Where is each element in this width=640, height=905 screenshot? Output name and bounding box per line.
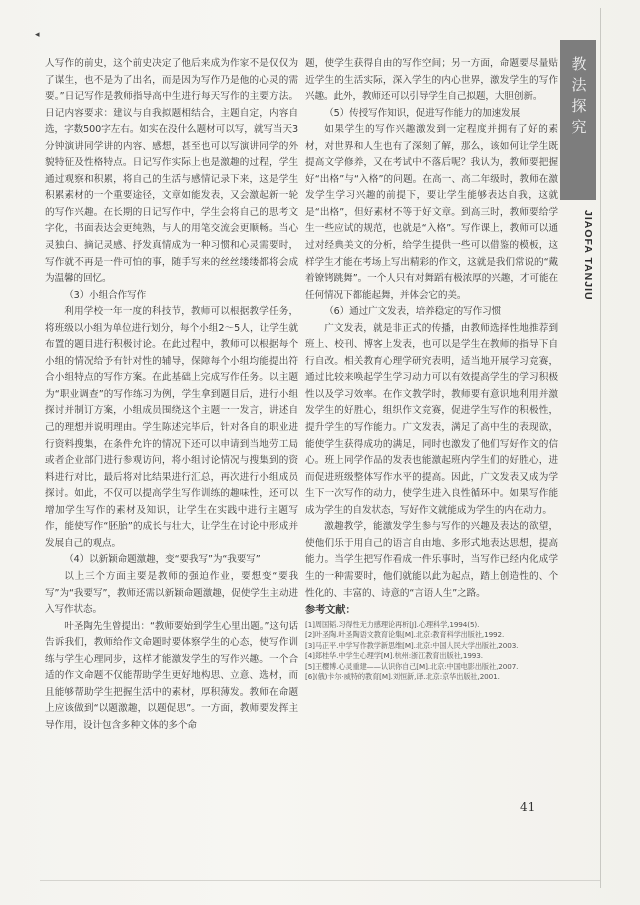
reference-item: [6](俄)卡尔·威特的教育[M].刘恒新,译.北京:京华出版社,2001. (305, 672, 500, 682)
paragraph: 利用学校一年一度的科技节，教师可以根据教学任务，将班级以小组为单位进行划分，每个小组2～5人，让学生就布置的题目进行积极讨论。在此过程中，教师可以根据每个小组的情况给予有针对性的辅导，保障每个小组均能提出符合小组特点的写作方案。在此基础上完成写作任务。以主题为“职业调查”的写作练习为例，学生拿到题目后，进行小组探讨并制订方案，小组成员围绕这个主题一一发言，讲述自己的理想并说明理由。学生陈述完毕后，针对各自的职业进行资料搜集，在条件允许的情况下还可以申请到当地劳工局或者企业部门进行参观访问，将小组讨论情况与搜集到的资料进行对比，最后将对比结果进行汇总，再次进行小组成员探讨。如此，不仅可以提高学生写作训练的趣味性，还可以增加学生写作的素材及知识，让学生在实践中进行主题写作，能使写作“胚胎”的成长与壮大，让学生在讨论中形成并发展自己的观点。 (45, 306, 298, 549)
paragraph: 人写作的前史，这个前史决定了他后来成为作家不是仅仅为了谋生，也不是为了出名，而是因为写作乃是他的心灵的需要。”日记写作是教师指导高中生进行每天写作的主要方法。日记内容要求：建议与自我拟题相结合，主题自定，内容自选，字数500字左右。如实在没什么题材可以写，就写当天3分钟演讲同学讲的内容、感想，甚至也可以写演讲同学的外貌特征及性格特点。日记写作实际上也是激趣的过程，学生通过观察和积累，将自己的生活与感情记录下来，这是学生积累素材的一个重要途径，文章如能发表，又会激起新一轮的写作兴趣。在长期的日记写作中，学生会将自己的思考文字化，书面表达会更纯熟，与人的用笔交流会更顺畅。当心灵独白、摘记灵感、抒发真情成为一种习惯和心灵需要时，写作就不再是一件可怕的事，随手写来的丝丝缕缕都将会成为温馨的回忆。 (45, 58, 298, 285)
page-number: 41 (520, 800, 536, 814)
paragraph: 叶圣陶先生曾提出：“教师要始到学生心里出题。”这句话告诉我们，教师给作文命题时要体察学生的心态，使写作训练与学生心理同步，这样才能激发学生的写作兴趣。一个合适的作文命题不仅能帮助学生更好地构思、立意、选材，而且能够帮助学生把握生活中的素材，厚积薄发。教师在命题上应该做到“以题激趣，以题促思”。一方面，教师要发挥主导作用，设计包含多种文体的多个命 (45, 620, 298, 731)
reference-item: [3]马正平.中学写作教学新思维[M].北京:中国人民大学出版社,2003. (305, 640, 519, 650)
paragraph: 以上三个方面主要是教师的强迫作业，要想变“要我写”为“我要写”，教师还需以新颖命题激趣，促使学生主动进入写作状态。 (45, 570, 298, 616)
reference-item: [5]王樱博.心灵重建——认识你自己[M].北京:中国电影出版社,2007. (305, 661, 519, 671)
subheading: （5）传授写作知识，促进写作能力的加速发展 (324, 107, 521, 119)
reference-item: [1]周国韬.习得性无力感理论再析[J].心理科学,1994(5). (305, 620, 480, 630)
paragraph: 激趣教学，能激发学生参与写作的兴趣及表达的欲望，使他们乐于用自己的语言自由地、多形式地表达思想，提高能力。当学生把写作看成一件乐事时，当写作已经内化成学生的一种需要时，他们就能以此为起点，踏上创造性的、个性化的、丰富的、诗意的“言语人生”之路。 (305, 521, 558, 599)
right-column (305, 56, 558, 682)
reference-item: [2]叶圣陶.叶圣陶语文教育论集[M].北京:教育科学出版社,1992. (305, 630, 505, 640)
subheading: （4）以新颖命题激趣，变“要我写”为“我要写” (64, 554, 261, 566)
references-title: 参考文献： (305, 605, 356, 617)
reference-item: [4]郑桂华.中学生心理学[M].杭州:浙江教育出版社,1993. (305, 651, 483, 661)
paragraph: 如果学生的写作兴趣激发到一定程度并拥有了好的素材，对世界和人生也有了深刻了解，那么，该如何让学生既提高文学修养，又在考试中不落后呢？我认为，教师要把握好“出格”与“入格”的问题。在高一、高二年级时，教师在激发学生学习兴趣的前提下，要让学生能够表达自我，这就是“出格”，但好素材不等于好文章。到高三时，教师要给学生一些应试的规范，也就是“入格”。写作课上，教师可以通过对经典美文的分析，给学生提供一些可以借鉴的模板，这样学生才能在考场上写出精彩的作文，这就是我们常说的“戴着镣铐跳舞”。一个人只有对舞蹈有极浓厚的兴趣，才可能在任何情况下都能起舞，并体会它的美。 (305, 124, 558, 301)
corner-mark: ◂ (35, 30, 40, 40)
section-title-block (560, 40, 596, 200)
margin-rule (600, 8, 601, 888)
left-column (45, 56, 298, 734)
section-sidebar (560, 40, 596, 490)
subheading: （6）通过广文发表，培养稳定的写作习惯 (324, 306, 502, 318)
subheading: （3）小组合作写作 (64, 289, 147, 301)
section-title: 教法探究 (571, 55, 587, 136)
paragraph: 题，使学生获得自由的写作空间；另一方面，命题要尽量贴近学生的生活实际，深入学生的内心世界，激发学生的写作兴趣。此外，教师还可以引导学生自己拟题，大胆创新。 (305, 58, 558, 103)
bottom-divider (40, 880, 600, 881)
paragraph: 广文发表，就是非正式的传播，由教师选择性地推荐到班上、校刊、博客上发表，也可以是学生在教师的指导下自行自改。相关教育心理学研究表明，适当地开展学习竞赛，通过比较来唤起学生学习动力可以有效提高学生的学习积极性以及学习效率。在作文教学时，教师要有意识地利用并激发学生的好胜心，组织作文竞赛，促进学生写作的积极性，提升学生的写作能力。广文发表，满足了高中生的表现欲，能使学生获得成功的满足，同时也激发了他们写好作文的信心。班上同学作品的发表也能激起班内学生们的好胜心，进而促进班级整体写作水平的提高。因此，广文发表又成为学生下一次写作的动力，使学生进入良性循环中。如果写作能成为学生的自发状态，写好作文就能成为学生的内在动力。 (305, 322, 558, 516)
section-pinyin: JIAOFA TANJIU (582, 210, 594, 301)
